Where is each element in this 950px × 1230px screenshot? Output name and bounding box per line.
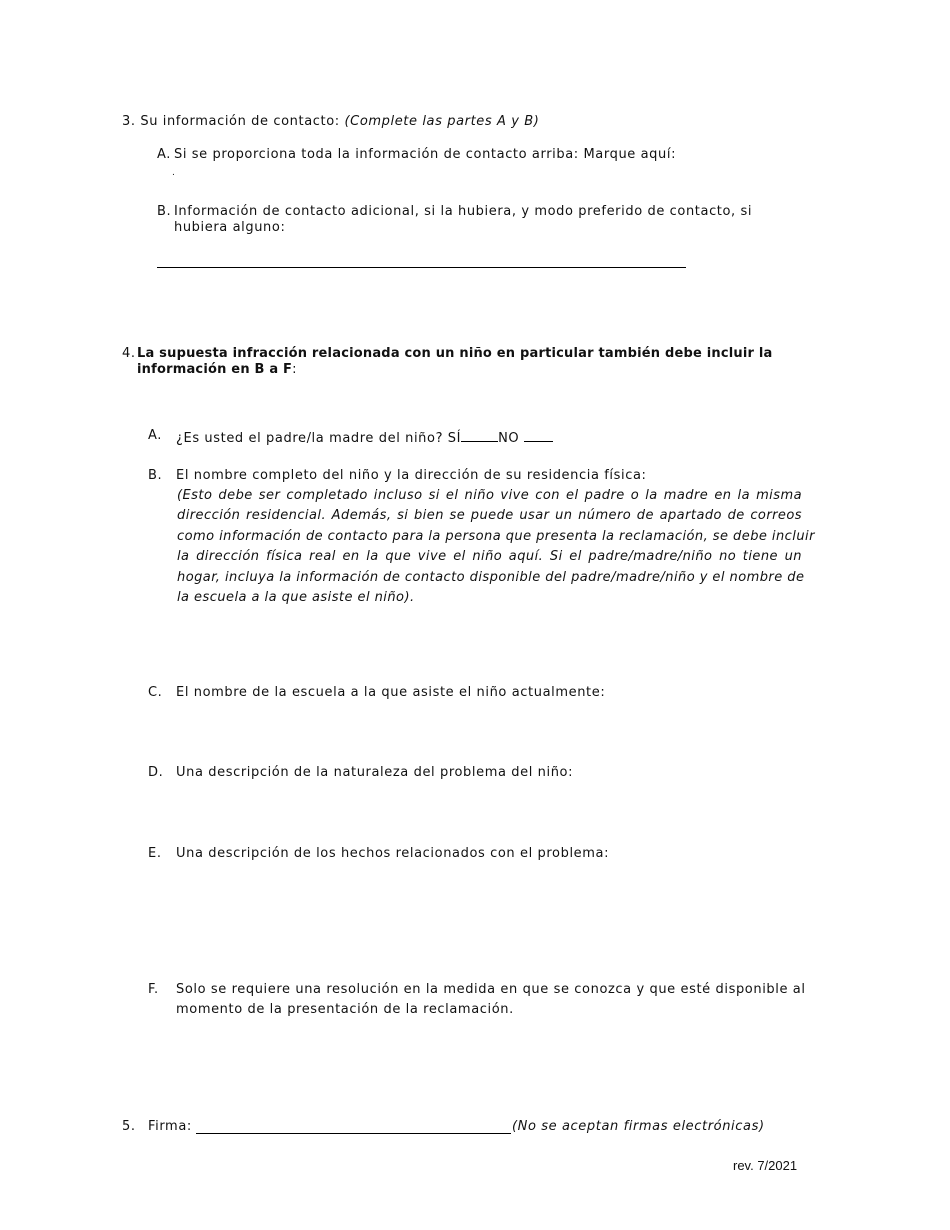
q4-a-marker: A.: [148, 428, 162, 443]
q5-number: 5.: [122, 1119, 136, 1134]
q4-b-note-line: la dirección física real en la que vive el niño aquí. Si el padre/madre/niño no tiene un: [177, 549, 802, 565]
q4-title-line2: información en B a F: [137, 362, 293, 377]
q3-label: 3. Su información de contacto:: [122, 114, 340, 129]
q4-f-line1: Solo se requiere una resolución en la medida en que se conozca y que esté disponible al: [176, 982, 806, 997]
q4-f-line2: momento de la presentación de la reclamación.: [176, 1002, 514, 1017]
q4-e-text: Una descripción de los hechos relacionados con el problema:: [176, 846, 610, 861]
q3-b-marker: B.: [157, 204, 172, 219]
q4-e-marker: E.: [148, 846, 162, 861]
q4-a-row: [176, 428, 553, 447]
q3-b-answer-line[interactable]: [157, 267, 686, 268]
q5-note: (No se aceptan firmas electrónicas): [512, 1119, 765, 1134]
signature-line[interactable]: [196, 1133, 511, 1134]
q4-b-note: [177, 486, 815, 608]
q3-a-marker: A.: [157, 147, 171, 162]
q3-a-text: Si se proporciona toda la información de contacto arriba: Marque aquí:: [174, 147, 677, 162]
q4-b-text: El nombre completo del niño y la dirección de su residencia física:: [176, 468, 647, 483]
q4-c-marker: C.: [148, 685, 163, 700]
q4-number: 4.: [122, 346, 136, 361]
q4-title-colon: :: [292, 362, 298, 377]
yes-blank[interactable]: [461, 428, 498, 442]
q5-label: Firma:: [148, 1119, 192, 1134]
q4-b-note-line: dirección residencial. Además, si bien se puede usar un número de apartado de correos: [177, 508, 802, 524]
q3-b-line1: Información de contacto adicional, si la hubiera, y modo preferido de contacto, si: [174, 204, 753, 219]
q3-b-line2: hubiera alguno:: [174, 220, 286, 235]
q4-f-marker: F.: [148, 982, 159, 997]
q4-title-line2-wrap: [137, 362, 297, 378]
q4-c-text: El nombre de la escuela a la que asiste el niño actualmente:: [176, 685, 606, 700]
no-blank[interactable]: [524, 428, 553, 442]
q3-note: (Complete las partes A y B): [344, 114, 540, 129]
q3-a-checkbox-mark[interactable]: .: [172, 168, 176, 178]
q4-b-note-line: (Esto debe ser completado incluso si el niño vive con el padre o la madre en la misma: [177, 488, 802, 503]
q4-b-marker: B.: [148, 468, 163, 483]
q4-b-note-line: hogar, incluya la información de contacto disponible del padre/madre/niño y el nombre de: [177, 569, 805, 585]
revision-label: rev. 7/2021: [733, 1158, 798, 1173]
q4-a-no-label: NO: [498, 431, 520, 446]
q4-a-text: ¿Es usted el padre/la madre del niño? SÍ: [176, 431, 462, 446]
q3-heading: [122, 114, 539, 130]
q4-d-marker: D.: [148, 765, 164, 780]
q4-b-note-line: como información de contacto para la persona que presenta la reclamación, se debe incluir: [177, 528, 815, 544]
q4-d-text: Una descripción de la naturaleza del problema del niño:: [176, 765, 574, 780]
q4-title-line1: La supuesta infracción relacionada con un niño en particular también debe incluir la: [137, 346, 773, 361]
q4-b-note-line: la escuela a la que asiste el niño).: [177, 590, 415, 606]
